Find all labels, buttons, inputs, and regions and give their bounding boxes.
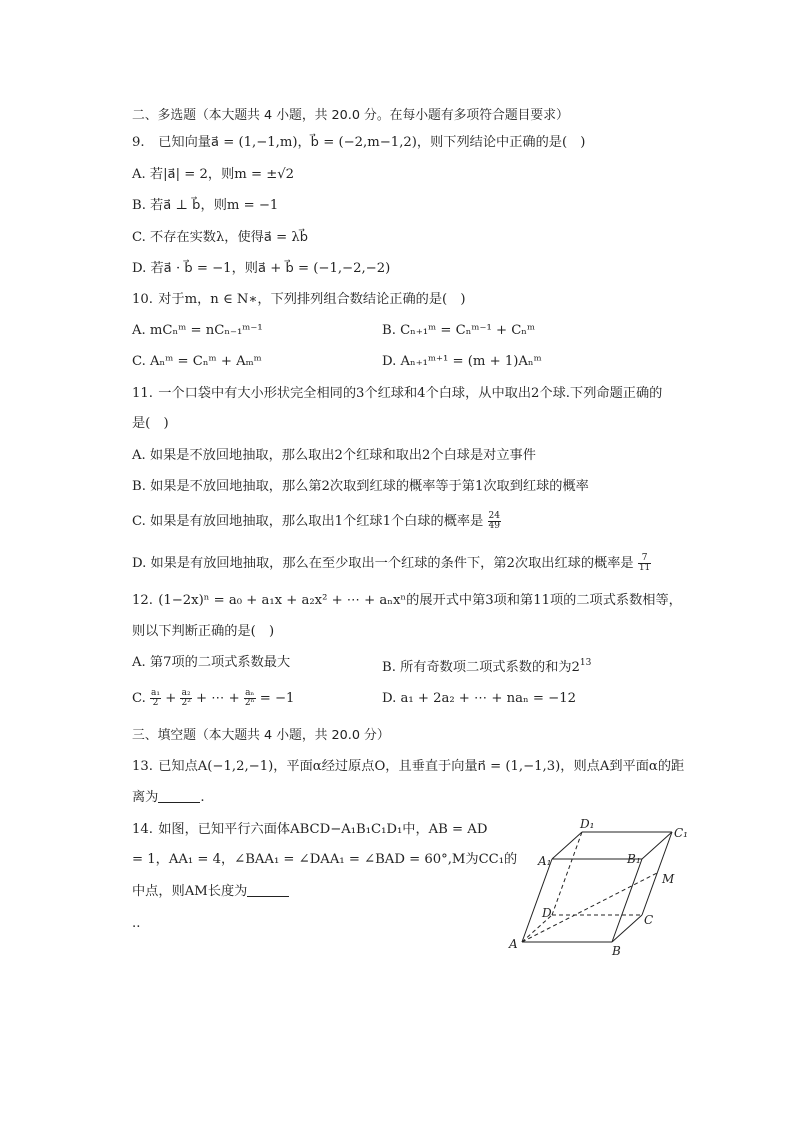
question-13-stem bbox=[132, 757, 684, 777]
q12-option-d: D. a₁ + 2a₂ + ⋯ + naₙ = −12 bbox=[382, 691, 576, 706]
question-12-stem bbox=[132, 591, 682, 611]
q11-option-c bbox=[132, 512, 501, 532]
option-label: C. bbox=[132, 691, 146, 706]
question-text: 对于m，n ∈ N∗，下列排列组合数结论正确的是( ) bbox=[158, 292, 466, 307]
q12-option-a: A. 第7项的二项式系数最大 bbox=[132, 655, 291, 670]
q9-option-a: A. 若|a⃗| = 2，则m = ±√2 bbox=[132, 167, 295, 182]
q11-option-d bbox=[132, 554, 651, 574]
parallelepiped-figure bbox=[500, 815, 710, 960]
question-text: 已知点A(−1,2,−1)，平面α经过原点O，且垂直于向量n⃗ = (1,−1,3)，则点A到平面α的距 bbox=[158, 759, 685, 774]
plus-sign: + bbox=[165, 691, 177, 706]
q10-option-a: A. mCₙᵐ = nCₙ₋₁ᵐ⁻¹ bbox=[132, 323, 263, 338]
exponent: 13 bbox=[579, 658, 592, 668]
question-13-stem-cont: 离为 . bbox=[132, 790, 205, 805]
question-number: 11. bbox=[132, 386, 153, 401]
question-text: 已知向量a⃗ = (1,−1,m)，b⃗ = (−2,m−1,2)，则下列结论中正确的是( ) bbox=[158, 135, 586, 150]
label-M: M bbox=[662, 872, 675, 886]
question-number: 10. bbox=[132, 292, 153, 307]
label-D: D bbox=[542, 906, 552, 920]
q11-option-a: A. 如果是不放回地抽取，那么取出2个红球和取出2个白球是对立事件 bbox=[132, 448, 536, 463]
answer-blank bbox=[158, 790, 200, 803]
fraction: $\frac{7}{11}$ bbox=[638, 553, 651, 573]
fraction: $\frac{\text{aₙ}}{\text{2ⁿ}}$ bbox=[244, 688, 255, 708]
edge-AA1 bbox=[522, 859, 552, 942]
question-14-stem bbox=[132, 820, 487, 840]
option-text: C. 如果是有放回地抽取，那么取出1个红球1个白球的概率是 bbox=[132, 514, 484, 529]
section-title-multiple-choice: 二、多选题（本大题共 4 小题，共 20.0 分。在每小题有多项符合题目要求） bbox=[132, 108, 569, 123]
question-11-stem bbox=[132, 384, 662, 404]
question-number: 12. bbox=[132, 593, 153, 608]
equation-tail: = −1 bbox=[259, 691, 295, 706]
q10-option-c: C. Aₙᵐ = Cₙᵐ + Aₘᵐ bbox=[132, 354, 262, 369]
label-B1: B₁ bbox=[627, 852, 641, 866]
q10-option-d: D. Aₙ₊₁ᵐ⁺¹ = (m + 1)Aₙᵐ bbox=[382, 354, 542, 369]
edge-BB1 bbox=[612, 859, 642, 942]
question-14-stem-cont2: 中点，则AM长度为 bbox=[132, 882, 289, 902]
ellipsis-sum: + ⋯ + bbox=[196, 691, 240, 706]
q12-option-c bbox=[132, 689, 294, 709]
question-number: 14. bbox=[132, 822, 153, 837]
label-B: B bbox=[612, 944, 621, 958]
label-C: C bbox=[644, 913, 654, 927]
q11-option-b: B. 如果是不放回地抽取，那么第2次取到红球的概率等于第1次取到红球的概率 bbox=[132, 479, 589, 494]
option-text: B. 所有奇数项二项式系数的和为2 bbox=[382, 660, 580, 675]
section-title-fill-in: 三、填空题（本大题共 4 小题，共 20.0 分） bbox=[132, 728, 390, 743]
label-C1: C₁ bbox=[674, 826, 688, 840]
question-number: 13. bbox=[132, 759, 153, 774]
answer-blank bbox=[247, 884, 289, 897]
label-D1: D₁ bbox=[580, 817, 595, 831]
question-text: (1−2x)ⁿ = a₀ + a₁x + a₂x² + ⋯ + aₙxⁿ的展开式中第3项和第11项的二项式系数相等， bbox=[158, 593, 682, 608]
label-A: A bbox=[509, 937, 518, 951]
question-12-stem-cont: 则以下判断正确的是( ) bbox=[132, 624, 275, 639]
q12-option-b bbox=[382, 653, 591, 678]
hidden-edge-DD1 bbox=[552, 832, 582, 915]
option-text: D. 如果是有放回地抽取，那么在至少取出一个红球的条件下，第2次取出红球的概率是 bbox=[132, 556, 634, 571]
question-text: 一个口袋中有大小形状完全相同的3个红球和4个白球，从中取出2个球.下列命题正确的 bbox=[158, 386, 663, 401]
label-A1: A₁ bbox=[538, 854, 552, 868]
question-text: 如图，已知平行六面体ABCD−A₁B₁C₁D₁中，AB = AD bbox=[158, 822, 488, 837]
fraction: $\frac{\text{a₁}}{2}$ bbox=[151, 688, 160, 708]
question-14-stem-cont: = 1，AA₁ = 4，∠BAA₁ = ∠DAA₁ = ∠BAD = 60°,M为CC₁的 bbox=[132, 852, 518, 867]
q9-option-d: D. 若a⃗ · b⃗ = −1，则a⃗ + b⃗ = (−1,−2,−2) bbox=[132, 261, 391, 276]
question-14-stem-cont3: .. bbox=[132, 916, 141, 931]
edge-A1D1 bbox=[552, 832, 582, 859]
fraction: $\frac{\text{a₂}}{\text{2²}}$ bbox=[181, 688, 191, 708]
question-9-stem bbox=[132, 133, 585, 153]
question-10-stem bbox=[132, 290, 466, 310]
q9-option-b: B. 若a⃗ ⊥ b⃗，则m = −1 bbox=[132, 198, 279, 213]
q10-option-b: B. Cₙ₊₁ᵐ = Cₙᵐ⁻¹ + Cₙᵐ bbox=[382, 323, 536, 338]
question-number: 9. bbox=[132, 135, 145, 150]
q9-option-c: C. 不存在实数λ，使得a⃗ = λb⃗ bbox=[132, 230, 309, 245]
fraction: $\frac{24}{49}$ bbox=[488, 511, 500, 531]
question-11-stem-cont: 是( ) bbox=[132, 416, 169, 431]
